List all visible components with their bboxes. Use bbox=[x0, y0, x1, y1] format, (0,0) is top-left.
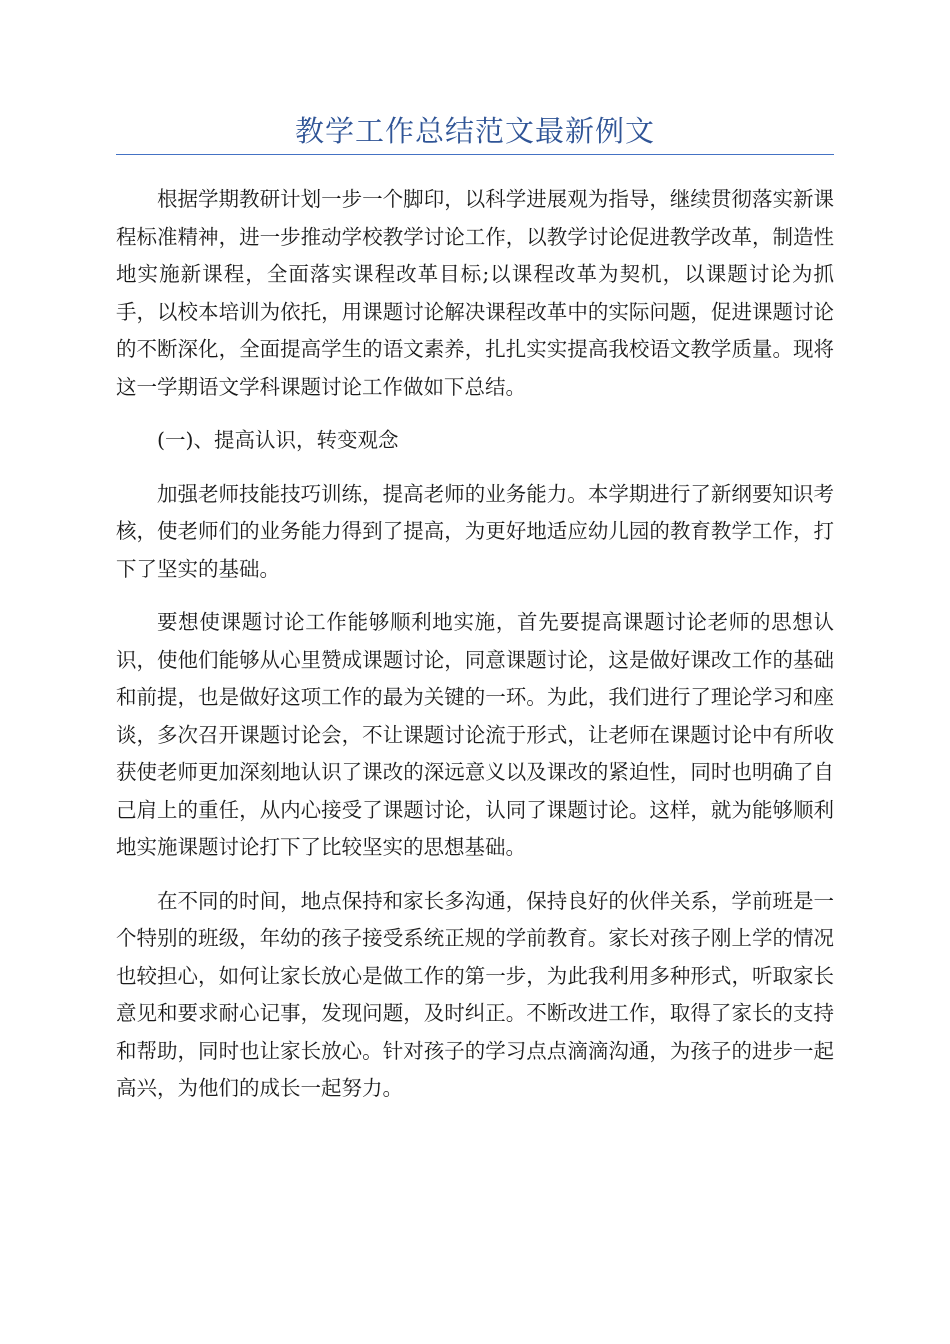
document-body bbox=[116, 181, 834, 1108]
paragraph-intro: 根据学期教研计划一步一个脚印，以科学进展观为指导，继续贯彻落实新课程标准精神，进一步推动学校教学讨论工作，以教学讨论促进教学改革，制造性地实施新课程，全面落实课程改革目标;以课程改革为契机，以课题讨论为抓手，以校本培训为依托，用课题讨论解决课程改革中的实际问题，促进课题讨论的不断深化，全面提高学生的语文素养，扎扎实实提高我校语文教学质量。现将这一学期语文学科课题讨论工作做如下总结。 bbox=[116, 187, 834, 399]
paragraph-awareness: 要想使课题讨论工作能够顺利地实施，首先要提高课题讨论老师的思想认识，使他们能够从心里赞成课题讨论，同意课题讨论，这是做好课改工作的基础和前提，也是做好这项工作的最为关键的一环。为此，我们进行了理论学习和座谈，多次召开课题讨论会，不让课题讨论流于形式，让老师在课题讨论中有所收获使老师更加深刻地认识了课改的深远意义以及课改的紧迫性，同时也明确了自己肩上的重任，从内心接受了课题讨论，认同了课题讨论。这样，就为能够顺利地实施课题讨论打下了比较坚实的思想基础。 bbox=[116, 610, 834, 859]
paragraph-training: 加强老师技能技巧训练，提高老师的业务能力。本学期进行了新纲要知识考核，使老师们的业务能力得到了提高，为更好地适应幼儿园的教育教学工作，打下了坚实的基础。 bbox=[116, 481, 834, 581]
document-title: 教学工作总结范文最新例文 bbox=[294, 114, 655, 148]
paragraph-parents: 在不同的时间，地点保持和家长多沟通，保持良好的伙伴关系，学前班是一个特别的班级，年幼的孩子接受系统正规的学前教育。家长对孩子刚上学的情况也较担心，如何让家长放心是做工作的第一步，为此我利用多种形式，听取家长意见和要求耐心记事，发现问题，及时纠正。不断改进工作，取得了家长的支持和帮助，同时也让家长放心。针对孩子的学习点点滴滴沟通，为孩子的进步一起高兴，为他们的成长一起努力。 bbox=[116, 888, 834, 1100]
document-page bbox=[116, 110, 834, 1108]
section-heading: (一)、提高认识，转变观念 bbox=[157, 428, 399, 452]
title-underline bbox=[116, 154, 834, 155]
